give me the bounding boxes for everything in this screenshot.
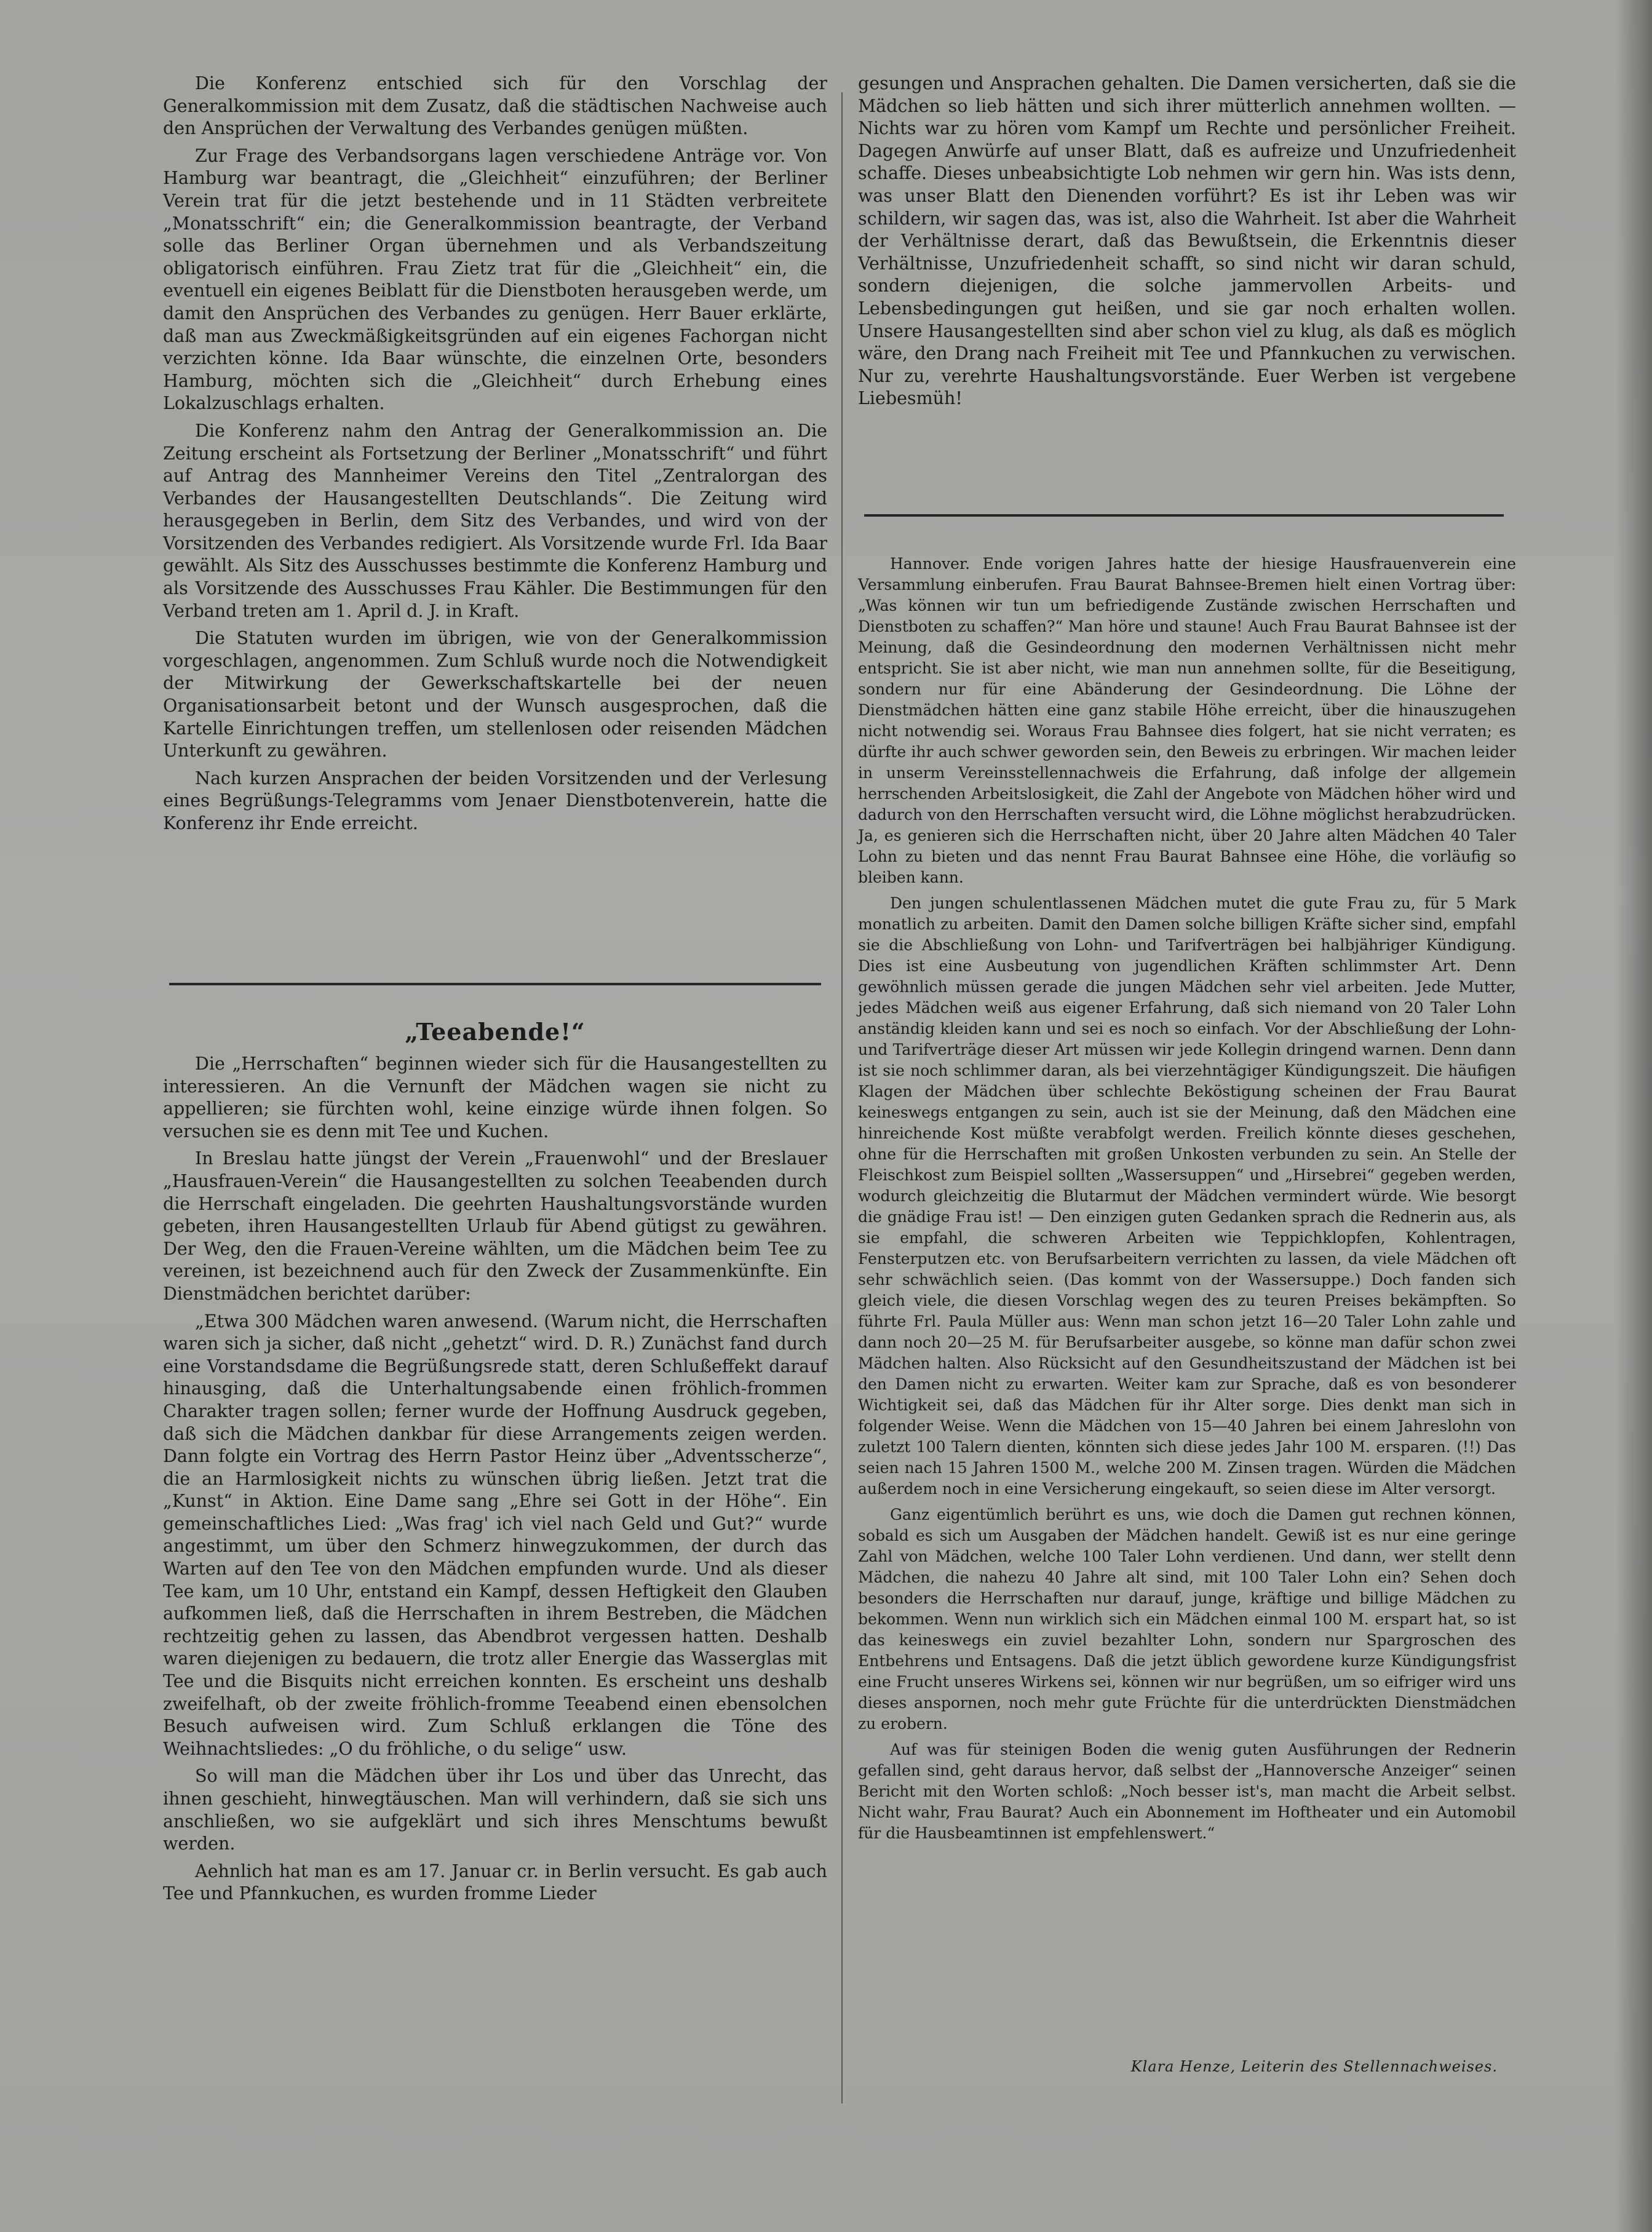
paragraph: gesungen und Ansprachen gehalten. Die Damen versicherten, daß sie die Mädchen so lieb hätten und sich ihrer mütterlich annehmen wollten. — Nichts war zu hören vom Kampf um Rechte und persönlicher Freiheit. Dagegen Anwürfe auf unser Blatt, daß es aufreize und Unzufriedenheit schaffe. Dieses unbeabsichtigte Lob nehmen wir gern hin. Was ists denn, was unser Blatt den Dienenden vorführt? Es ist ihr Leben was wir schildern, wir sagen das, was ist, also die Wahrheit. Ist aber die Wahrheit der Verhältnisse derart, daß das Bewußtsein, die Erkenntnis dieser Verhältnisse, Unzufriedenheit schafft, so sind nicht wir daran schuld, sondern diejenigen, die solche jammervollen Arbeits- und Lebensbedingungen gut heißen, und sie gar noch erhalten wollen. Unsere Hausangestellten sind aber schon viel zu klug, als daß es möglich wäre, den Drang nach Freiheit mit Tee und Pfannkuchen zu verwischen. Nur zu, verehrte Haushaltungsvorstände. Euer Werben ist vergebene Liebesmüh! — [858, 73, 1516, 409]
paragraph: Hannover. Ende vorigen Jahres hatte der hiesige Hausfrauenverein eine Versammlung einberufen. Frau Baurat Bahnsee-Bremen hielt einen Vortrag über: „Was können wir tun um befriedigende Zustände zwischen Herrschaften und Dienstboten zu schaffen?“ Man höre und staune! Auch Frau Baurat Bahnsee ist der Meinung, daß die Gesindeordnung den modernen Verhältnissen nicht mehr entspricht. Sie ist aber nicht, wie man nun annehmen sollte, für die Beseitigung, sondern nur für eine Abänderung der Gesindeordnung. Die Löhne der Dienstmädchen hätten eine ganz stabile Höhe erreicht, über die hinauszugehen nicht notwendig sei. Woraus Frau Bahnsee dies folgert, hat sie nicht verraten; es dürfte ihr auch schwer geworden sein, den Beweis zu erbringen. Wir machen leider in unserm Vereinsstellennachweis die Erfahrung, daß infolge der allgemein herrschenden Arbeitslosigkeit, die Zahl der Angebote von Mädchen höher wird und dadurch von den Herrschaften versucht wird, die Löhne möglichst herabzudrücken. Ja, es genieren sich die Herrschaften nicht, über 20 Jahre alten Mädchen 40 Taler Lohn zu bieten und das nennt Frau Baurat Bahnsee eine Höhe, die vorläufig so bleiben kann. — [858, 555, 1516, 886]
column-divider — [841, 92, 843, 2103]
hannover-article — [858, 554, 1516, 1849]
teeabende-article — [163, 1053, 827, 1910]
paragraph: Den jungen schulentlassenen Mädchen mutet die gute Frau zu, für 5 Mark monatlich zu arbeiten. Damit den Damen solche billigen Kräfte sicher sind, empfahl sie die Abschließung von Lohn- und Tarifverträgen bei halbjähriger Kündigung. Dies ist eine Ausbeutung von jugendlichen Kräften schlimmster Art. Denn gewöhnlich müssen gerade die jungen Mädchen sehr viel arbeiten. Jede Mutter, jedes Mädchen weiß aus eigener Erfahrung, daß sich niemand von 20 Taler Lohn anständig kleiden kann und sei es noch so einfach. Vor der Abschließung der Lohn- und Tarifverträge dieser Art müssen wir jede Kollegin dringend warnen. Denn dann ist sie noch schlimmer daran, als bei vierzehntägiger Kündigungszeit. Die häufigen Klagen der Mädchen über schlechte Beköstigung scheinen der Frau Baurat keineswegs entgangen zu sein, auch ist sie der Meinung, daß den Mädchen eine hinreichende Kost müßte verabfolgt werden. Freilich könnte dieses geschehen, ohne für die Herrschaften mit großen Unkosten verbunden zu sein. An Stelle der Fleischkost zum Beispiel sollten „Wassersuppen“ und „Hirsebrei“ gegeben werden, wodurch gleichzeitig die Blutarmut der Mädchen vermindert würde. Wie besorgt die gnädige Frau ist! — Den einzigen guten Gedanken sprach die Rednerin aus, als sie empfahl, die schweren Arbeiten wie Teppichklopfen, Kohlentragen, Fensterputzen etc. von Berufsarbeitern verrichten zu lassen, da viele Mädchen oft sehr schwächlich seien. (Das kommt von der Wassersuppe.) Doch fanden sich gleich viele, die diesen Vorschlag wegen des zu teuren Preises bekämpften. So führte Frl. Paula Müller aus: Wenn man schon jetzt 16—20 Taler Lohn zahle und dann noch 20—25 M. für Berufsarbeiter ausgebe, so könne man dafür schon zwei Mädchen halten. Also Rücksicht auf den Gesundheitszustand der Mädchen ist bei den Damen nicht zu erwarten. Weiter kam zur Sprache, daß es von besonderer Wichtigkeit sei, daß das Mädchen für ihr Alter sorge. Dies denkt man sich in folgender Weise. Wenn die Mädchen von 15—40 Jahren bei einem Jahreslohn von zuletzt 100 Talern dienten, könnten sich diese jedes Jahr 100 M. ersparen. (!!) Das seien nach 15 Jahren 1500 M., welche 200 M. Zinsen tragen. Würden die Mädchen außerdem noch in eine Versicherung eingekauft, so seien diese im Alter versorgt. — [858, 894, 1516, 1498]
section-rule — [169, 983, 821, 985]
section-rule — [864, 514, 1504, 517]
paragraph: Nach kurzen Ansprachen der beiden Vorsitzenden und der Verlesung eines Begrüßungs-Telegramms vom Jenaer Dienstbotenverein, hatte die Konferenz ihr Ende erreicht. — [163, 768, 827, 833]
paragraph: In Breslau hatte jüngst der Verein „Frauenwohl“ und der Breslauer „Hausfrauen-Verein“ die Hausangestellten zu solchen Teeabenden durch die Herrschaft eingeladen. Die geehrten Haushaltungsvorstände wurden gebeten, ihren Hausangestellten Urlaub für Abend gütigst zu gewähren. Der Weg, den die Frauen-Vereine wählten, um die Mädchen beim Tee zu vereinen, ist bezeichnend auch für den Zweck der Zusammenkünfte. Ein Dienstmädchen berichtet darüber: — [163, 1148, 827, 1304]
paragraph: Auf was für steinigen Boden die wenig guten Ausführungen der Rednerin gefallen sind, geht daraus hervor, daß selbst der „Hannoversche Anzeiger“ seinen Bericht mit den Worten schloß: „Noch besser ist's, man macht die Arbeit selbst. Nicht wahr, Frau Baurat? Auch ein Abonnement im Hoftheater und ein Automobil für die Hausbeamtinnen ist empfehlenswert.“ — [858, 1741, 1516, 1842]
left-column — [163, 0, 827, 2232]
author-signature: Klara Henze, Leiterin des Stellennachweises. — [1130, 2058, 1498, 2075]
page-shadow-edge — [1615, 0, 1652, 2232]
paragraph: Zur Frage des Verbandsorgans lagen verschiedene Anträge vor. Von Hamburg war beantragt, die „Gleichheit“ einzuführen; der Berliner Verein trat für die jetzt bestehende und in 11 Städten verbreitete „Monatsschrift“ ein; die Generalkommission beantragte, der Verband solle das Berliner Organ übernehmen und als Verbandszeitung obligatorisch einführen. Frau Zietz trat für die „Gleichheit“ ein, die eventuell ein eigenes Beiblatt für die Dienstboten herausgeben werde, um damit den Ansprüchen des Verbandes zu genügen. Herr Bauer erklärte, daß man aus Zweckmäßigkeitsgründen auf ein eigenes Fachorgan nicht verzichten könne. Ida Baar wünschte, die einzelnen Orte, besonders Hamburg, möchten sich die „Gleichheit“ durch Erhebung eines Lokalzuschlags erhalten. — [163, 145, 827, 414]
konferenz-article — [163, 73, 827, 840]
paragraph: Die Statuten wurden im übrigen, wie von der Generalkommission vorgeschlagen, angenommen. Zum Schluß wurde noch die Notwendigkeit der Mitwirkung der Gewerkschaftskartelle bei der neuen Organisationsarbeit betont und der Wunsch ausgesprochen, daß die Kartelle Einrichtungen treffen, um stellenlosen oder reisenden Mädchen Unterkunft zu gewähren. — [163, 628, 827, 761]
paragraph: Die „Herrschaften“ beginnen wieder sich für die Hausangestellten zu interessieren. An die Vernunft der Mädchen wagen sie nicht zu appellieren; sie fürchten wohl, keine einzige würde ihnen folgen. So versuchen sie es denn mit Tee und Kuchen. — [163, 1054, 827, 1142]
paragraph: Ganz eigentümlich berührt es uns, wie doch die Damen gut rechnen können, sobald es sich um Ausgaben der Mädchen handelt. Gewiß ist es nur eine geringe Zahl von Mädchen, welche 100 Taler Lohn verdienen. Und dann, wer stellt denn Mädchen, die nahezu 40 Jahre alt sind, mit 100 Taler Lohn ein? Sehen doch besonders die Herrschaften nur darauf, junge, kräftige und billige Mädchen zu bekommen. Wenn nun wirklich sich ein Mädchen einmal 100 M. erspart hat, so ist das keineswegs ein zuviel bezahlter Lohn, sondern nur Spargroschen des Entbehrens und Entsagens. Daß die jetzt üblich gewordene kurze Kündigungsfrist eine Frucht unseres Wirkens sei, können wir nur begrüßen, um so eifriger wird uns dieses anspornen, noch mehr gute Früchte für die unterdrückten Dienstmädchen zu erobern. — [858, 1506, 1516, 1733]
right-column — [858, 0, 1516, 2232]
paragraph: Die Konferenz nahm den Antrag der Generalkommission an. Die Zeitung erscheint als Fortsetzung der Berliner „Monatsschrift“ und führt auf Antrag des Mannheimer Vereins den Titel „Zentralorgan des Verbandes der Hausangestellten Deutschlands“. Die Zeitung wird herausgegeben in Berlin, dem Sitz des Verbandes, und wird von der Vorsitzenden des Verbandes redigiert. Als Vorsitzende wurde Frl. Ida Baar gewählt. Als Sitz des Ausschusses bestimmte die Konferenz Hamburg und als Vorsitzende des Ausschusses Frau Kähler. Die Bestimmungen für den Verband treten am 1. April d. J. in Kraft. — [163, 420, 827, 621]
teeabende-heading: „Teeabende!“ — [405, 1018, 586, 1046]
quote-paragraph: „Etwa 300 Mädchen waren anwesend. (Warum nicht, die Herrschaften waren sich ja sicher, daß nicht „gehetzt“ wird. D. R.) Zunächst fand durch eine Vorstandsdame die Begrüßungsrede statt, deren Schlußeffekt darauf hinausging, daß die Unterhaltungsabende einen fröhlich-frommen Charakter tragen sollen; ferner wurde der Hoffnung Ausdruck gegeben, daß sich die Mädchen dankbar für diese Arrangements zeigen werden. Dann folgte ein Vortrag des Herrn Pastor Heinz über „Adventsscherze“, die an Harmlosigkeit nichts zu wünschen übrig ließen. Jetzt trat die „Kunst“ in Aktion. Eine Dame sang „Ehre sei Gott in der Höhe“. Ein gemeinschaftliches Lied: „Was frag' ich viel nach Geld und Gut?“ wurde angestimmt, um über den Schmerz hinwegzukommen, der durch das Warten auf den Tee von den Mädchen empfunden wurde. Und als dieser Tee kam, um 10 Uhr, entstand ein Kampf, dessen Heftigkeit den Glauben aufkommen ließ, daß die Herrschaften in ihrem Bestreben, die Mädchen rechtzeitig gehen zu lassen, das Abendbrot vergessen hatten. Deshalb waren diejenigen zu bedauern, die trotz aller Energie das Wasserglas mit Tee und die Bisquits nicht erreichen konnten. Es erscheint uns deshalb zweifelhaft, ob der zweite fröhlich-fromme Teeabend einen ebensolchen Besuch aufweisen wird. Zum Schluß erklangen die Töne des Weihnachtsliedes: „O du fröhliche, o du selige“ usw. — [163, 1311, 827, 1759]
paragraph: Die Konferenz entschied sich für den Vorschlag der Generalkommission mit dem Zusatz, daß die städtischen Nachweise auch den Ansprüchen der Verwaltung des Verbandes genügen müßten. — [163, 73, 827, 139]
teeabende-continuation — [858, 73, 1516, 415]
paragraph: Aehnlich hat man es am 17. Januar cr. in Berlin versucht. Es gab auch Tee und Pfannkuchen, es wurden fromme Lieder — [163, 1861, 827, 1904]
paragraph: So will man die Mädchen über ihr Los und über das Unrecht, das ihnen geschieht, hinwegtäuschen. Man will verhindern, daß sie sich uns anschließen, wo sie aufgeklärt und sich ihres Menschtums bewußt werden. — [163, 1766, 827, 1854]
